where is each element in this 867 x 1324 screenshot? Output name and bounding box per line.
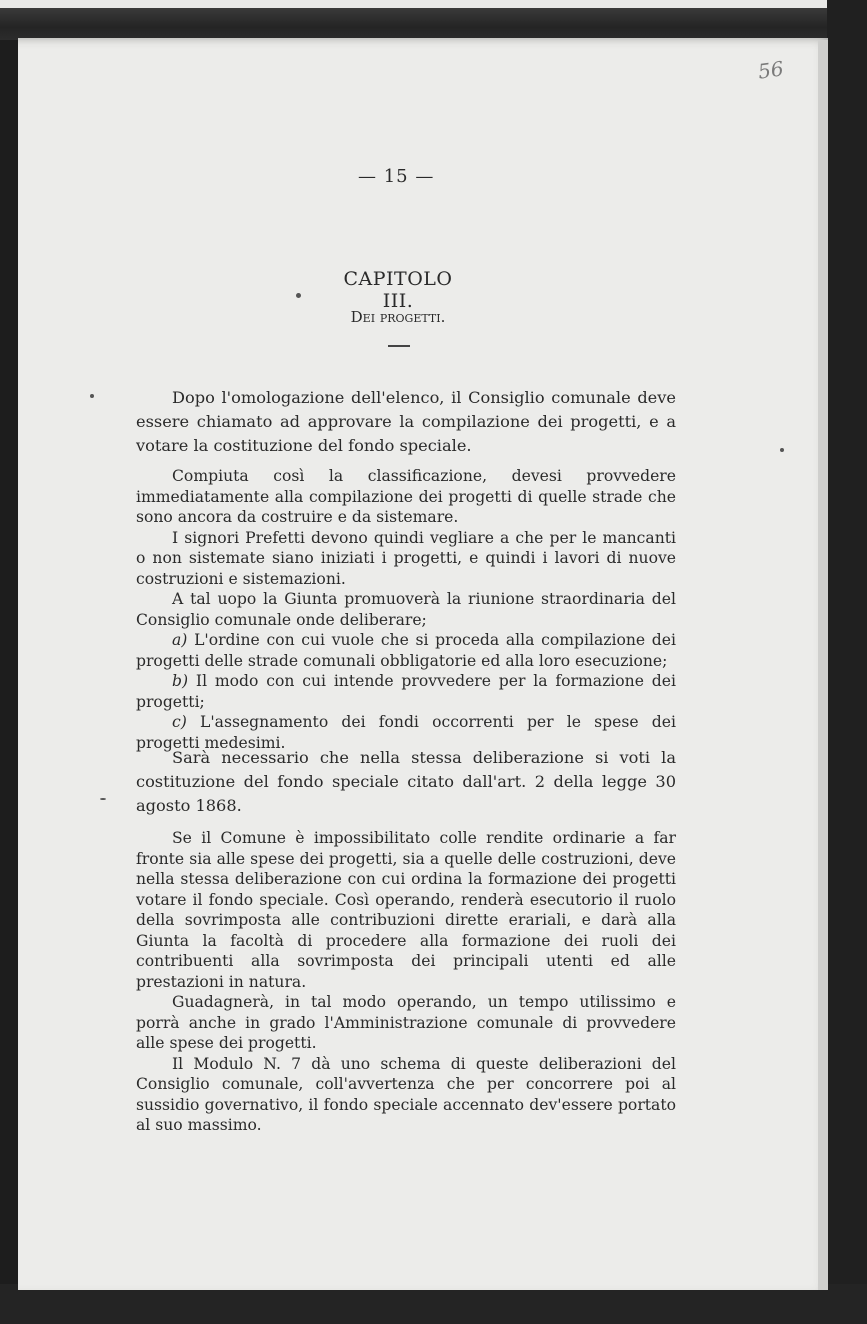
item-label: b): [172, 672, 189, 690]
book-page: [18, 38, 828, 1290]
scan-border-top: [0, 8, 867, 40]
item-text: Il modo con cui intende provvedere per la formazione dei progetti;: [136, 672, 676, 711]
corner-mark: 56: [756, 56, 785, 84]
scan-border-top-light: [0, 0, 867, 8]
ink-speck: [780, 448, 784, 452]
paragraph: Se il Comune è impossibilitato colle rendite ordinarie a far fronte sia alle spese dei progetti, sia a quelle delle costruzioni, deve nella stessa deliberazione con cui ordina la formazione dei progetti votare il fondo speciale. Così operando, renderà esecutorio il ruolo della sovrimposta alle contribuzioni dirette erariali, e darà alla Giunta la facoltà di procedere alla formazione dei ruoli dei contribuenti alla sovrimposta dei principali utenti ed alle prestazioni in natura.: [136, 829, 676, 991]
ink-speck: [296, 293, 301, 298]
paragraph: Il Modulo N. 7 dà uno schema di queste deliberazioni del Consiglio comunale, coll'avvertenza che per concorrere poi al sussidio governativo, il fondo speciale accennato dev'essere portato al suo massimo.: [136, 1054, 676, 1134]
chapter-title: CAPITOLO III.: [343, 268, 453, 312]
scan-border-right: [827, 0, 867, 1324]
intro-block: [136, 386, 676, 458]
section-title: Dei progetti.: [350, 308, 446, 326]
scan-border-bottom: [0, 1284, 867, 1324]
item-text: L'assegnamento dei fondi occorrenti per le spese dei progetti medesimi.: [136, 713, 676, 752]
paragraph: I signori Prefetti devono quindi vegliare a che per le mancanti o non sistemate siano iniziati i progetti, e quindi i lavori di nuove costruzioni e sistemazioni.: [136, 528, 676, 588]
item-text: L'ordine con cui vuole che si proceda alla compilazione dei progetti delle strade comunali obbligatorie ed alla loro esecuzione;: [136, 631, 676, 670]
paragraph: Dopo l'omologazione dell'elenco, il Consiglio comunale deve essere chiamato ad approvare la compilazione dei progetti, e a votare la costituzione del fondo speciale.: [136, 388, 676, 455]
ink-speck: [100, 798, 106, 800]
list-item: [136, 671, 676, 712]
classification-block: [136, 466, 676, 753]
item-label: c): [172, 713, 187, 731]
paragraph: Sarà necessario che nella stessa deliberazione si voti la costituzione del fondo speciale citato dall'art. 2 della legge 30 agosto 1868.: [136, 748, 676, 815]
page-number: — 15 —: [358, 166, 435, 187]
paragraph: Guadagnerà, in tal modo operando, un tempo utilissimo e porrà anche in grado l'Amministrazione comunale di provvedere alle spese dei progetti.: [136, 993, 676, 1052]
title-rule: [388, 345, 410, 347]
municipality-block: [136, 828, 676, 1136]
paragraph: Compiuta così la classificazione, devesi provvedere immediatamente alla compilazione dei progetti di quelle strade che sono ancora da costruire e da sistemare.: [136, 467, 676, 526]
list-item: [136, 630, 676, 671]
paragraph: A tal uopo la Giunta promuoverà la riunione straordinaria del Consiglio comunale onde deliberare;: [136, 590, 676, 629]
item-label: a): [172, 631, 188, 649]
ink-speck: [90, 394, 94, 398]
fund-block: [136, 746, 676, 818]
page-edge-shadow: [818, 40, 828, 1290]
